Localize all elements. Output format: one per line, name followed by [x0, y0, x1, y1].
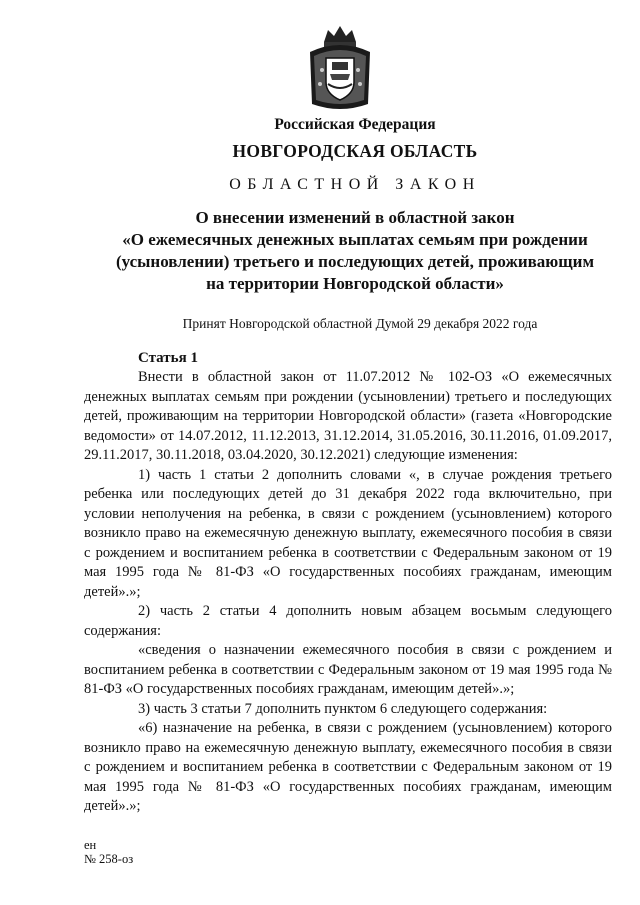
- law-type: ОБЛАСТНОЙ ЗАКОН: [229, 176, 481, 193]
- article-paragraph: Внести в областной закон от 11.07.2012 № 102-ОЗ «О ежемесячных денежных выплатах семьям при рождении (усыновлении) третьего и последующих детей, проживающим на территории Новгородской области» (газета «Новгородские ведомости» от 14.07.2012, 11.12.2013, 31.12.2014, 31.05.2016, 30.11.2016, 01.09.2017, 29.11.2017, 30.11.2018, 03.04.2020, 30.12.2021) следующие изменения:: [84, 369, 612, 463]
- footer-initials: ен: [84, 838, 97, 852]
- law-title: [90, 207, 620, 295]
- document-footer: [84, 838, 133, 866]
- article-paragraph: 1) часть 1 статьи 2 дополнить словами «, в случае рождения третьего ребенка или последующих детей до 31 декабря 2022 года включительно, при условии неполучения на ребенка, в связи с рождением (усыновлением) которого возникло право на ежемесячную денежную выплату, ежемесячного пособия в связи с рождением и воспитанием ребенка в соответствии с Федеральным законом от 19 мая 1995 года № 81-ФЗ «О государственных пособиях гражданам, имеющим детей».»;: [84, 466, 612, 600]
- law-title-line: на территории Новгородской области»: [206, 274, 504, 293]
- article-heading: Статья 1: [138, 350, 198, 366]
- law-title-line: «О ежемесячных денежных выплатах семьям при рождении: [122, 230, 588, 249]
- region-name: НОВГОРОДСКАЯ ОБЛАСТЬ: [232, 141, 478, 161]
- article-paragraph: 2) часть 2 статьи 4 дополнить новым абзацем восьмым следующего содержания:: [84, 603, 612, 639]
- law-title-line: О внесении изменений в областной закон: [195, 208, 515, 227]
- article-paragraph: «сведения о назначении ежемесячного пособия в связи с рождением и воспитанием ребенка в соответствии с Федеральным законом от 19 мая 1995 года № 81-ФЗ «О государственных пособиях гражданам, имеющим детей».»;: [84, 642, 612, 697]
- country-name: Российская Федерация: [274, 116, 436, 133]
- article-paragraph: «6) назначение на ребенка, в связи с рождением (усыновлением) которого возникло право на ежемесячную денежную выплату, ежемесячного пособия в связи с рождением и воспитанием ребенка в соответствии с Федеральным законом от 19 мая 1995 года № 81-ФЗ «О государственных пособиях гражданам, имеющим детей».»;: [84, 720, 612, 814]
- article-paragraph: 3) часть 3 статьи 7 дополнить пунктом 6 следующего содержания:: [138, 700, 548, 717]
- footer-number: № 258-оз: [84, 852, 134, 866]
- article-body: [84, 368, 612, 817]
- law-title-line: (усыновлении) третьего и последующих детей, проживающим: [115, 252, 595, 271]
- adoption-note: Принят Новгородской областной Думой 29 декабря 2022 года: [182, 316, 538, 331]
- coat-of-arms-emblem: [302, 22, 378, 112]
